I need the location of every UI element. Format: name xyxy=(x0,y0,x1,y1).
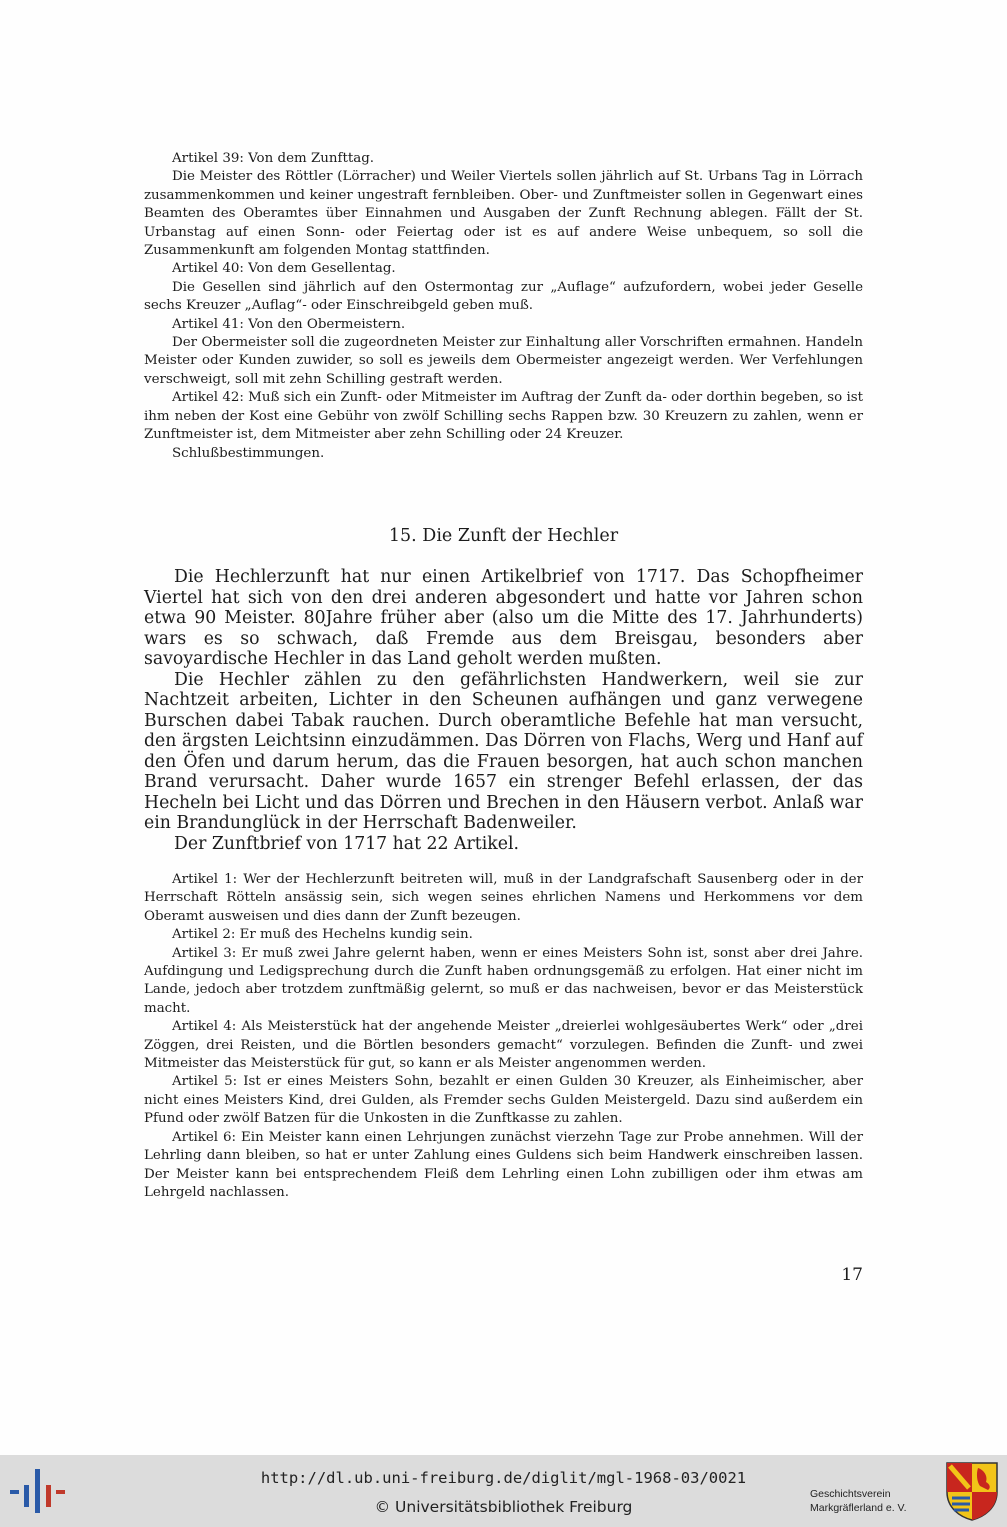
viewer-footer xyxy=(0,1455,1007,1527)
society-line-1: Geschichtsverein xyxy=(810,1488,891,1500)
section-body xyxy=(144,567,863,854)
article-40-heading: Artikel 40: Von dem Gesellentag. xyxy=(172,261,396,277)
society-line-2: Markgräflerland e. V. xyxy=(810,1502,907,1514)
article-list-bottom xyxy=(144,871,863,1202)
society-name xyxy=(810,1487,940,1515)
article-42: Artikel 42: Muß sich ein Zunft- oder Mitmeister im Auftrag der Zunft da- oder dorthin begeben, so ist ihm neben der Kost eine Gebühr von zwölf Schilling sechs Rappen bzw. 30 Kreuzern zu zahlen, wenn er Zunftmeister ist, dem Mitmeister aber zehn Schilling oder 24 Kreuzer. xyxy=(144,390,863,443)
article-39-heading: Artikel 39: Von dem Zunfttag. xyxy=(172,151,375,166)
copyright-notice: © Universitätsbibliothek Freiburg xyxy=(374,1498,633,1516)
permalink-url[interactable]: http://dl.ub.uni-freiburg.de/diglit/mgl-1968-03/0021 xyxy=(260,1469,747,1487)
body-paragraph: Die Hechler zählen zu den gefährlichsten Handwerkern, weil sie zur Nachtzeit arbeiten, Lichter in den Scheunen aufhängen und ganz verwegene Burschen dabei Tabak rauchen. Durch oberamtliche Befehle hat man versucht, den ärgsten Leichtsinn einzudämmen. Das Dörren von Flachs, Werg und Hanf auf den Öfen und darum herum, das die Frauen besorgen, hat auch schon manchen Brand verursacht. Daher wurde 1657 ein strenger Befehl erlassen, der das Hecheln bei Licht und das Dörren und Brechen in den Häusern verbot. Anlaß war ein Brandunglück in der Herrschaft Badenweiler. xyxy=(144,669,863,833)
article-1: Artikel 1: Wer der Hechlerzunft beitreten will, muß in der Landgrafschaft Sausenberg oder in der Herrschaft Rötteln ansässig sein, sich wegen seines ehrlichen Namens und Herkommens vor dem Oberamt ausweisen und dies dann der Zunft bezeugen. xyxy=(144,872,863,924)
coat-of-arms-icon xyxy=(944,1460,1000,1522)
article-2: Artikel 2: Er muß des Hechelns kundig sein. xyxy=(172,927,473,943)
body-paragraph: Die Hechlerzunft hat nur einen Artikelbrief von 1717. Das Schopfheimer Viertel hat sich von den drei anderen abgesondert und hatte vor Jahren schon etwa 90 Meister. 80Jahre früher aber (also um die Mitte des 17. Jahrhunderts) wars es so schwach, daß Fremde aus dem Breisgau, besonders aber savoyardische Hechler in das Land geholt werden mußten. xyxy=(144,567,863,669)
article-6: Artikel 6: Ein Meister kann einen Lehrjungen zunächst vierzehn Tage zur Probe annehmen. Will der Lehrling dann bleiben, so hat er unter Zahlung eines Guldens sich beim Handwerk einschreiben lassen. Der Meister kann bei entsprechendem Fleiß dem Lehrling einen Lohn zubilligen oder ihm etwas am Lehrgeld nachlassen. xyxy=(144,1129,863,1200)
article-5: Artikel 5: Ist er eines Meisters Sohn, bezahlt er einen Gulden 30 Kreuzer, als Einheimischer, aber nicht eines Meisters Kind, drei Gulden, als Fremder sechs Gulden Meistergeld. Dazu sind außerdem ein Pfund oder zwölf Batzen für die Unkosten in die Zunftkasse zu zahlen. xyxy=(144,1074,863,1127)
page-number: 17 xyxy=(841,1265,863,1285)
closing-provisions: Schlußbestimmungen. xyxy=(172,445,325,461)
article-40-body: Die Gesellen sind jährlich auf den Ostermontag zur „Auflage“ aufzufordern, wobei jeder Geselle sechs Kreuzer „Auflag“- oder Einschreibgeld geben muß. xyxy=(144,279,863,314)
body-paragraph: Der Zunftbrief von 1717 hat 22 Artikel. xyxy=(174,833,519,854)
article-4: Artikel 4: Als Meisterstück hat der angehende Meister „dreierlei wohlgesäubertes Werk“ oder „drei Zöggen, drei Reisten, und die Börtlen besonders gemacht“ vorzulegen. Befinden die Zunft- und zwei Mitmeister das Meisterstück für gut, so kann er als Meister angenommen werden. xyxy=(144,1019,863,1072)
article-list-top xyxy=(144,150,863,463)
article-41-body: Der Obermeister soll die zugeordneten Meister zur Einhaltung aller Vorschriften ermahnen. Handeln Meister oder Kunden zuwider, so soll es jeweils dem Obermeister angezeigt werden. Wer Verfehlungen verschweigt, soll mit zehn Schilling gestraft werden. xyxy=(144,335,863,387)
article-39-body: Die Meister des Röttler (Lörracher) und Weiler Viertels sollen jährlich auf St. Urbans Tag in Lörrach zusammenkommen und keiner ungestraft fernbleiben. Ober- und Zunftmeister sollen in Gegenwart eines Beamten des Oberamtes über Einnahmen und Ausgaben der Zunft Rechnung ablegen. Fällt der St. Urbanstag auf einen Sonn- oder Feiertag oder ist es auf andere Weise unbequem, so soll die Zusammenkunft am folgenden Montag stattfinden. xyxy=(144,169,863,259)
article-41-heading: Artikel 41: Von den Obermeistern. xyxy=(172,316,406,332)
article-3: Artikel 3: Er muß zwei Jahre gelernt haben, wenn er eines Meisters Sohn ist, sonst aber drei Jahre. Aufdingung und Ledigsprechung durch die Zunft haben ordnungsgemäß zu erfolgen. Hat einer nicht im Lande, jedoch aber trotzdem zunftmäßig gelernt, so muß er das nachweisen, bevor er das Meisterstück macht. xyxy=(144,945,863,1016)
section-heading: 15. Die Zunft der Hechler xyxy=(388,526,619,546)
